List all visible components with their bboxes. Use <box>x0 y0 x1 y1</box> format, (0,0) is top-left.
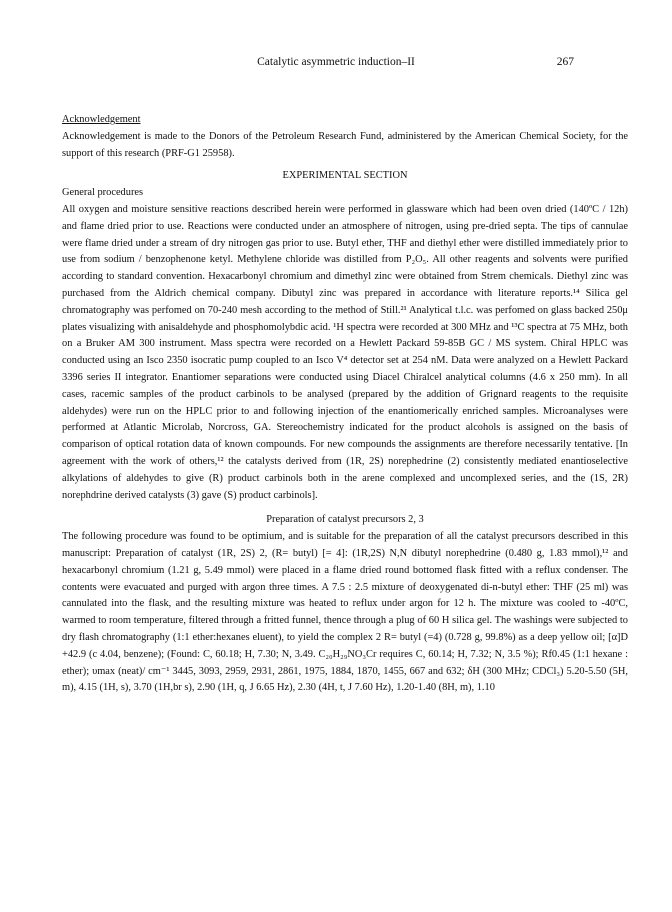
running-title: Catalytic asymmetric induction–II <box>257 56 415 68</box>
experimental-section-heading: EXPERIMENTAL SECTION <box>282 170 408 182</box>
general-procedures-heading: General procedures <box>62 187 144 199</box>
general-procedures-text: All oxygen and moisture sensitive reactions described herein were performed in glassware which had been oven dried (140ºC / 12h) and flame dried prior to use. Reactions were conducted under an atmosphere of nitrogen, using pre-dried septa. The tips of cannulae were flame dried under a stream of dry nitrogen gas prior to use. Butyl ether, THF and diethyl ether were distilled immediately prior to use from sodium / benzophenone ketyl. Methylene chloride was distilled from P₂O₅. All other reagents and solvents were purified according to standard convention. Hexacarbonyl chromium and dimethyl zinc were obtained from Strem chemicals. Diethyl zinc was purchased from the Aldrich chemical company. Dibutyl zinc was prepared in accordance with literature reports.¹⁴ Silica gel chromatography was perfomed on 70-240 mesh according to the method of Still.²¹ Analytical t.l.c. was perfomed on glass backed 250μ plates visualizing with anisaldehyde and phosphomolybdic acid. ¹H spectra were recorded at 300 MHz and ¹³C spectra at 75 MHz, both on a Bruker AM 300 instrument. Mass spectra were recorded on a Hewlett Packard 59-85B GC / MS system. Chiral HPLC was conducted using an Isco 2350 isocratic pump coupled to an Isco V⁴ detector set at 254 nM. Data were analyzed on a Hewlett Packard 3396 series II integrator. Enantiomer separations were conducted using Diacel Chiralcel analytical columns (4.6 x 250 mm). In all cases, racemic samples of the product carbinols to be analysed (prepared by the addition of Grignard reagents to the requisite aldehydes) were run on the HPLC prior to and following injection of the enantiomerically enriched samples. Microanalyses were performed at Atlantic Microlab, Norcross, GA. Stereochemistry indicated for the product alcohols is assigned on the basis of comparison of optical rotation data of known compounds. For new compounds the assignments are therefore necessarily tentative. [In agreement with the work of others,¹² the catalysts derived from (1R, 2S) norephedrine (2) consistently mediated enantioselective alkylations of aldehydes to give (R) product carbinols both in the arene complexed and uncomplexed series, and the (1S, 2R) norephdrine derived catalysts (3) gave (S) product carbinols]. <box>62 203 628 501</box>
preparation-text: The following procedure was found to be optimium, and is suitable for the preparation of all the catalyst precursors described in this manuscript: Preparation of catalyst (1R, 2S) 2, (R= butyl) [= 4]: (1R,2S) N,N dibutyl norephedrine (0.480 g, 1.83 mmol),¹² and hexacarbonyl chromium (1.21 g, 5.49 mmol) were placed in a flame dried round bottomed flask fitted with a reflux condenser. The contents were evacuated and purged with argon three times. A 7.5 : 2.5 mixture of deoxygenated di-n-butyl ether: THF (25 ml) was cannulated into the flask, and the resulting mixture was heated to reflux under argon for 12 h. The mixture was cooled to -40ºC, warmed to room temperature, filtered through a fritted funnel, thence through a plug of 60 H silica gel. The washings were subjected to dry flash chromatography (1:1 ether:hexanes eluent), to yield the complex 2 R= butyl (=4) (0.728 g, 99.8%) as a deep yellow oil; [α]D +42.9 (c 4.04, benzene); (Found: C, 60.18; H, 7.30; N, 3.49. C₂₀H₂₉NO₃Cr requires C, 60.14; H, 7.32; N, 3.5 %); Rf0.45 (1:1 hexane : ether); υmax (neat)/ cm⁻¹ 3445, 3093, 2959, 2931, 2861, 1975, 1884, 1870, 1455, 667 and 632; δH (300 MHz; CDCl₃) 5.20-5.50 (5H, m), 4.15 (1H, s), 3.70 (1H,br s), 2.90 (1H, q, J 6.65 Hz), 2.30 (4H, t, J 7.60 Hz), 1.20-1.40 (8H, m), 1.10 <box>62 531 628 694</box>
page-number: 267 <box>556 56 574 68</box>
preparation-heading: Preparation of catalyst precursors 2, 3 <box>266 514 424 526</box>
running-head <box>0 56 672 72</box>
acknowledgement-heading: Acknowledgement <box>62 114 141 125</box>
acknowledgement-text: Acknowledgement is made to the Donors of the Petroleum Research Fund, administered by the American Chemical Society, for the support of this research (PRF-G1 25958). <box>62 130 628 159</box>
article-body <box>62 112 628 697</box>
